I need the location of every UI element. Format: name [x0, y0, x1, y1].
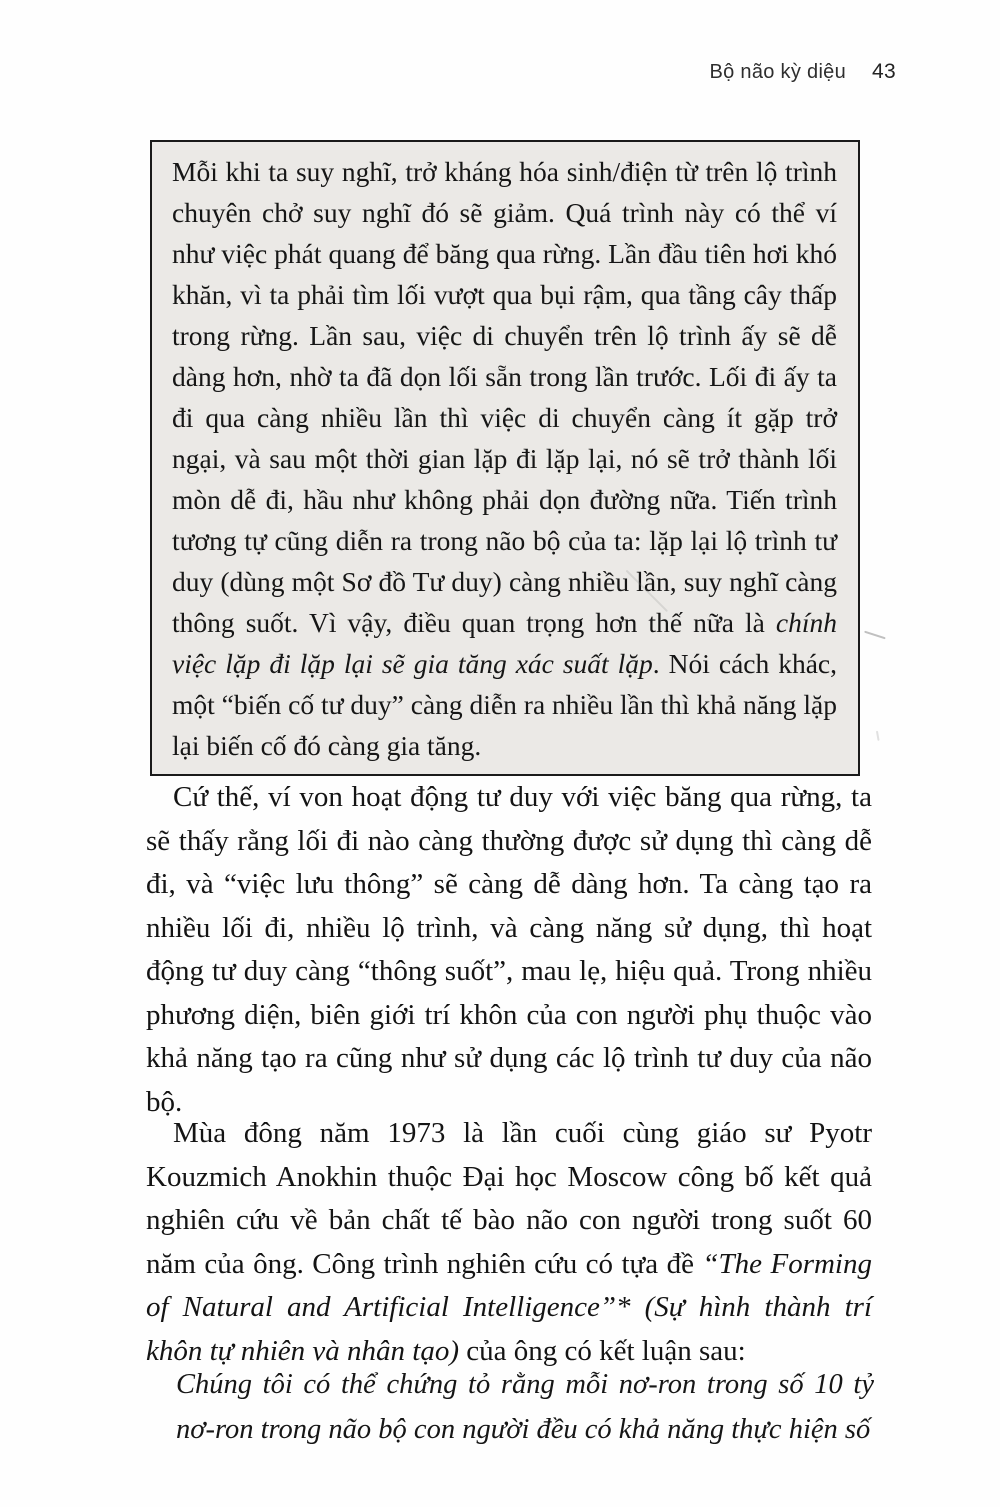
page-number: 43 [872, 60, 896, 83]
running-header [710, 60, 896, 84]
scan-artifact [876, 731, 879, 741]
scan-artifact [864, 631, 885, 639]
chapter-title: Bộ não kỳ diệu [709, 61, 847, 83]
highlight-box-text: Mỗi khi ta suy nghĩ, trở kháng hóa sinh/điện từ trên lộ trình chuyên chở suy nghĩ đó sẽ giảm. Quá trình này có thể ví như việc phát quang để băng qua rừng. Lần đầu tiên hơi khó khăn, vì ta phải tìm lối vượt qua bụi rậm, qua tầng cây thấp trong rừng. Lần sau, việc di chuyển trên lộ trình ấy sẽ dễ dàng hơn, nhờ ta đã dọn lối sẵn trong lần trước. Lối đi ấy ta đi qua càng nhiều lần thì việc di chuyển càng ít gặp trở ngại, và sau một thời gian lặp đi lặp lại, nó sẽ trở thành lối mòn dễ đi, hầu như không phải dọn đường nữa. Tiến trình tương tự cũng diễn ra trong não bộ của ta: lặp lại lộ trình tư duy (dùng một Sơ đồ Tư duy) càng nhiều lần, suy nghĩ càng thông suốt. Vì vậy, điều quan trọng hơn thế nữa là chính việc lặp đi lặp lại sẽ gia tăng xác suất lặp. Nói cách khác, một “biến cố tư duy” càng diễn ra nhiều lần thì khả năng lặp lại biến cố đó càng gia tăng. [172, 156, 838, 761]
body-paragraph-forest-analogy: Cứ thế, ví von hoạt động tư duy với việc băng qua rừng, ta sẽ thấy rằng lối đi nào càng thường được sử dụng thì càng dễ đi, và “việc lưu thông” sẽ càng dễ dàng hơn. Ta càng tạo ra nhiều lối đi, nhiều lộ trình, và càng năng sử dụng, thì hoạt động tư duy càng “thông suốt”, mau lẹ, hiệu quả. Trong nhiều phương diện, biên giới trí khôn của con người phụ thuộc vào khả năng tạo ra cũng như sử dụng các lộ trình tư duy của não bộ. [146, 781, 872, 1118]
body-paragraph-anokhin-research: Mùa đông năm 1973 là lần cuối cùng giáo sư Pyotr Kouzmich Anokhin thuộc Đại học Moscow công bố kết quả nghiên cứu về bản chất tế bào não con người trong suốt 60 năm của ông. Công trình nghiên cứu có tựa đề “The Forming of Natural and Artificial Intelligence”* (Sự hình thành trí khôn tự nhiên và nhân tạo) của ông có kết luận sau: [146, 1117, 872, 1367]
highlight-box [150, 140, 860, 776]
block-quote-neurons: Chúng tôi có thể chứng tỏ rằng mỗi nơ-ron trong số 10 tỷ nơ-ron trong não bộ con người đều có khả năng thực hiện số [176, 1369, 874, 1445]
